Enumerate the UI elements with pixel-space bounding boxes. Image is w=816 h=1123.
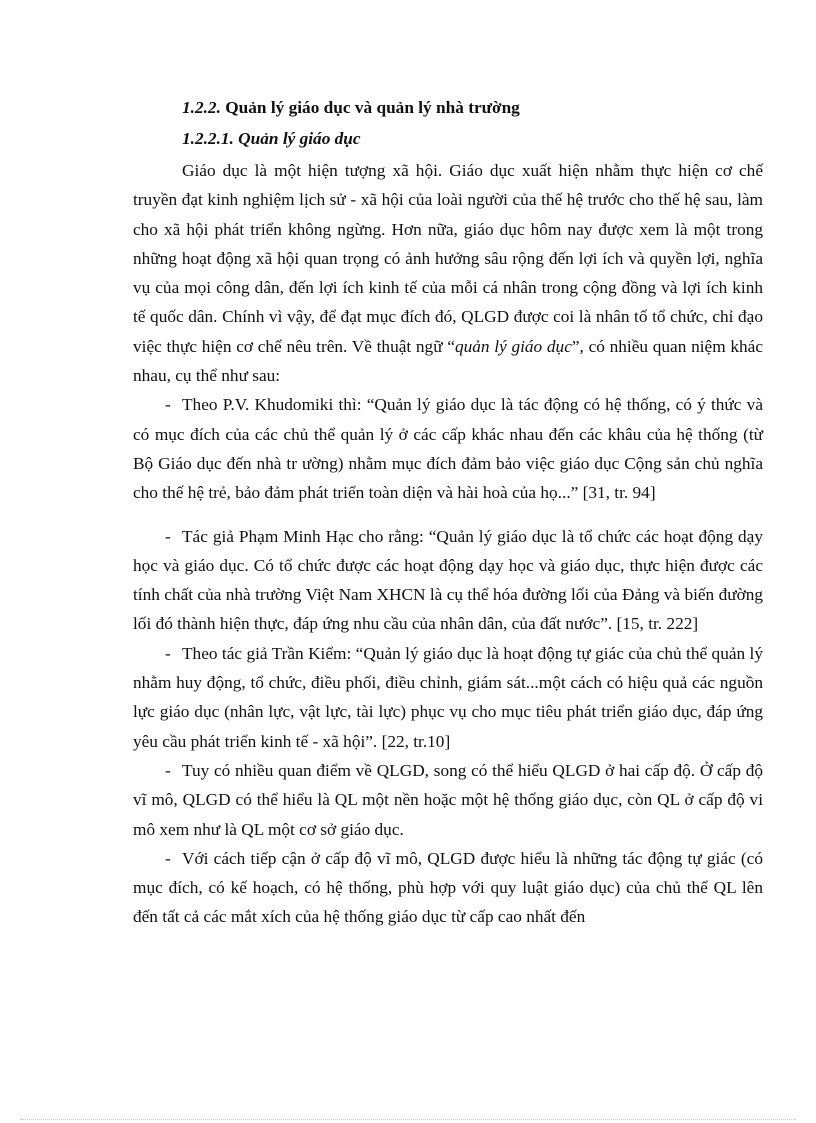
bullet-text: Tác giả Phạm Minh Hạc cho rằng: “Quản lý giáo dục là tổ chức các hoạt động dạy học và giáo dục. Có tổ chức được các hoạt động dạy học và giáo dục, thực hiện được các tính chất của nhà trường Việt Nam XHCN là cụ thể hóa đường lối của Đảng và biến đường lối đó thành hiện thực, đáp ứng nhu cầu của nhân dân, của đất nước”. [15, tr. 222] bbox=[133, 526, 763, 634]
bullet-text: Tuy có nhiều quan điểm về QLGD, song có thể hiểu QLGD ở hai cấp độ. Ở cấp độ vĩ mô, QLGD có thể hiểu là QL một nền hoặc một hệ thống giáo dục, còn QL ở cấp độ vi mô xem như là QL một cơ sở giáo dục. bbox=[133, 760, 763, 839]
subsection-heading: 1.2.2.1. Quản lý giáo dục bbox=[182, 129, 361, 148]
section-heading bbox=[182, 92, 763, 123]
page-bottom-divider bbox=[20, 1119, 796, 1120]
bullet-dash: - bbox=[165, 395, 171, 415]
bullet-dash: - bbox=[165, 760, 171, 780]
bullet-text: Theo P.V. Khudomiki thì: “Quản lý giáo dục là tác động có hệ thống, có ý thức và có mục đích của các chủ thể quản lý ở các cấp khác nhau đến các khâu của hệ thống (từ Bộ Giáo dục đến nhà tr ường) nhằm mục đích đảm bảo việc giáo dục Cộng sản chủ nghĩa cho thế hệ trẻ, bảo đảm phát triển toàn diện và hài hoà của họ...” [31, tr. 94] bbox=[133, 395, 763, 503]
intro-text-before: Giáo dục là một hiện tượng xã hội. Giáo dục xuất hiện nhằm thực hiện cơ chế truyền đạt kinh nghiệm lịch sử - xã hội của loài người của thế hệ trước cho thế hệ sau, làm cho xã hội phát triển không ngừng. Hơn nữa, giáo dục hôm nay được xem là một trong những hoạt động xã hội quan trọng có ảnh hưởng sâu rộng đến lợi ích và quyền lợi, nghĩa vụ của mọi công dân, đến lợi ích kinh tế của mỗi cá nhân trong cộng đồng và lợi ích kinh tế quốc dân. Chính vì vậy, để đạt mục đích đó, QLGD được coi là nhân tố tổ chức, chỉ đạo việc thực hiện cơ chế nêu trên. Về thuật ngữ “ bbox=[133, 161, 763, 356]
bullet-paragraph bbox=[133, 844, 763, 932]
bullet-text: Với cách tiếp cận ở cấp độ vĩ mô, QLGD được hiểu là những tác động tự giác (có mục đích, có kế hoạch, có hệ thống, phù hợp với quy luật giáo dục) của chủ thể QL lên đến tất cả các mắt xích của hệ thống giáo dục từ cấp cao nhất đến bbox=[133, 848, 763, 927]
bullet-paragraph bbox=[133, 522, 763, 639]
section-number: 1.2.2. bbox=[182, 98, 221, 117]
bullet-dash: - bbox=[165, 848, 171, 868]
bullet-paragraph bbox=[133, 639, 763, 756]
intro-text-after: ”, có nhiều quan niệm khác nhau, cụ thể như sau: bbox=[133, 336, 763, 386]
intro-term: quản lý giáo dục bbox=[454, 336, 572, 356]
bullet-text: Theo tác giả Trần Kiểm: “Quản lý giáo dục là hoạt động tự giác của chủ thể quản lý nhằm huy động, tổ chức, điều phối, điều chỉnh, giám sát...một cách có hiệu quả các nguồn lực giáo dục (nhân lực, vật lực, tài lực) phục vụ cho mục tiêu phát triển giáo dục, đáp ứng yêu cầu phát triển kinh tế - xã hội”. [22, tr.10] bbox=[133, 643, 763, 751]
bullet-paragraph bbox=[133, 390, 763, 507]
section-title: Quản lý giáo dục và quản lý nhà trường bbox=[225, 98, 520, 117]
bullet-dash: - bbox=[165, 643, 171, 663]
bullet-dash: - bbox=[165, 526, 171, 546]
intro-paragraph bbox=[133, 156, 763, 390]
document-body bbox=[133, 92, 763, 932]
bullet-paragraph bbox=[133, 756, 763, 844]
